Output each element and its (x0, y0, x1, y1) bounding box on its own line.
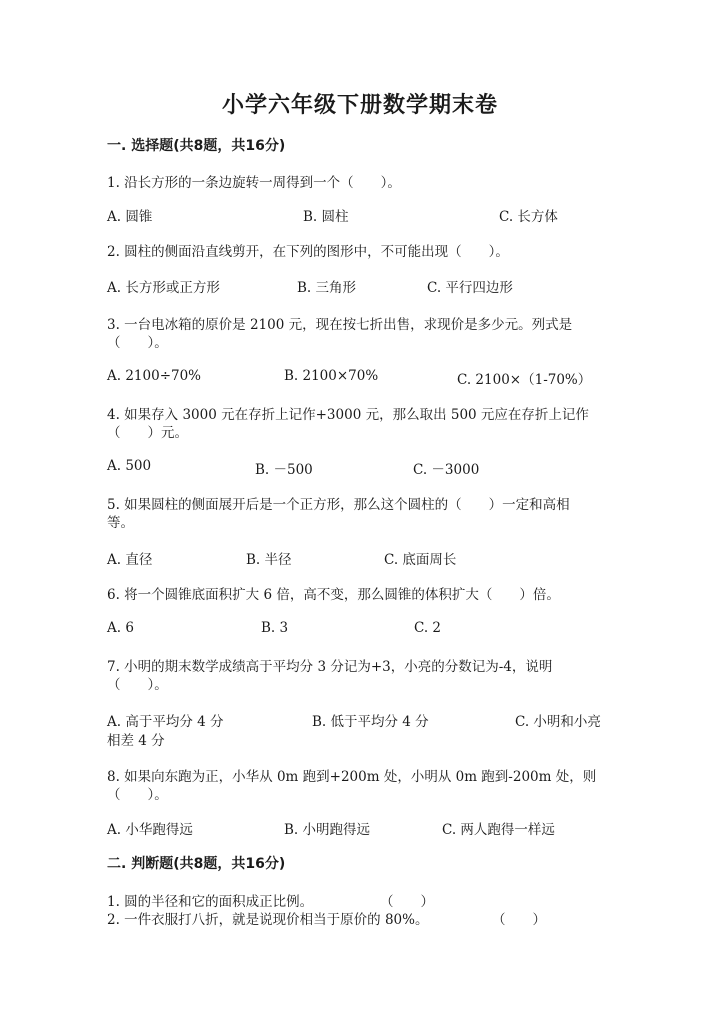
question-6: 6. 将一个圆锥底面积扩大 6 倍，高不变，那么圆锥的体积扩大（ ）倍。 (107, 587, 560, 603)
option-a: A. 6 (107, 620, 134, 636)
option-c: C. 2 (414, 620, 442, 636)
option-a: A. 2100÷70% (107, 368, 202, 384)
judgement-blank-1: （ ） (380, 894, 434, 910)
section-heading-choice: 一. 选择题(共8题，共16分) (107, 138, 286, 154)
question-8-cont: （ ）。 (107, 787, 168, 803)
option-b: B. 3 (261, 620, 289, 636)
option-c-cont: 相差 4 分 (107, 733, 165, 749)
page-title: 小学六年级下册数学期末卷 (221, 92, 498, 118)
judgement-blank-2: （ ） (492, 912, 546, 928)
option-c: C. 平行四边形 (427, 280, 513, 296)
option-a: A. 直径 (107, 552, 153, 568)
question-2: 2. 圆柱的侧面沿直线剪开，在下列的图形中，不可能出现（ ）。 (107, 244, 509, 260)
option-a: A. 小华跑得远 (107, 822, 193, 838)
option-b: B. 半径 (246, 552, 292, 568)
judgement-item-1: 1. 圆的半径和它的面积成正比例。 (107, 894, 314, 910)
option-b: B. 小明跑得远 (284, 822, 371, 838)
question-4-cont: （ ）元。 (107, 425, 188, 441)
question-5-cont: 等。 (107, 515, 134, 531)
question-3-cont: （ ）。 (107, 335, 168, 351)
option-c: C. 长方体 (499, 209, 558, 225)
option-a: A. 500 (107, 458, 152, 474)
option-a: A. 高于平均分 4 分 (107, 714, 224, 730)
question-4: 4. 如果存入 3000 元在存折上记作+3000 元，那么取出 500 元应在存折上记作 (107, 407, 589, 423)
option-b: B. －500 (255, 462, 313, 478)
question-1: 1. 沿长方形的一条边旋转一周得到一个（ ）。 (107, 175, 401, 191)
option-b: B. 三角形 (297, 280, 357, 296)
option-b: B. 2100×70% (284, 368, 379, 384)
question-7-cont: （ ）。 (107, 677, 168, 693)
option-c: C. 两人跑得一样远 (442, 822, 555, 838)
option-c: C. －3000 (413, 462, 480, 478)
judgement-item-2: 2. 一件衣服打八折，就是说现价相当于原价的 80%。 (107, 912, 429, 928)
section-heading-judgement: 二. 判断题(共8题，共16分) (107, 856, 286, 872)
option-c: C. 2100×（1-70%） (457, 372, 592, 388)
question-7: 7. 小明的期末数学成绩高于平均分 3 分记为+3，小亮的分数记为-4，说明 (107, 659, 553, 675)
option-c: C. 底面周长 (384, 552, 457, 568)
option-a: A. 圆锥 (107, 209, 153, 225)
option-b: B. 圆柱 (303, 209, 349, 225)
question-5: 5. 如果圆柱的侧面展开后是一个正方形，那么这个圆柱的（ ）一定和高相 (107, 497, 570, 513)
question-3: 3. 一台电冰箱的原价是 2100 元，现在按七折出售，求现价是多少元。列式是 (107, 317, 573, 333)
option-c: C. 小明和小亮 (515, 714, 601, 730)
option-b: B. 低于平均分 4 分 (312, 714, 429, 730)
question-8: 8. 如果向东跑为正，小华从 0m 跑到+200m 处，小明从 0m 跑到-200m 处，则 (107, 769, 597, 785)
option-a: A. 长方形或正方形 (107, 280, 220, 296)
